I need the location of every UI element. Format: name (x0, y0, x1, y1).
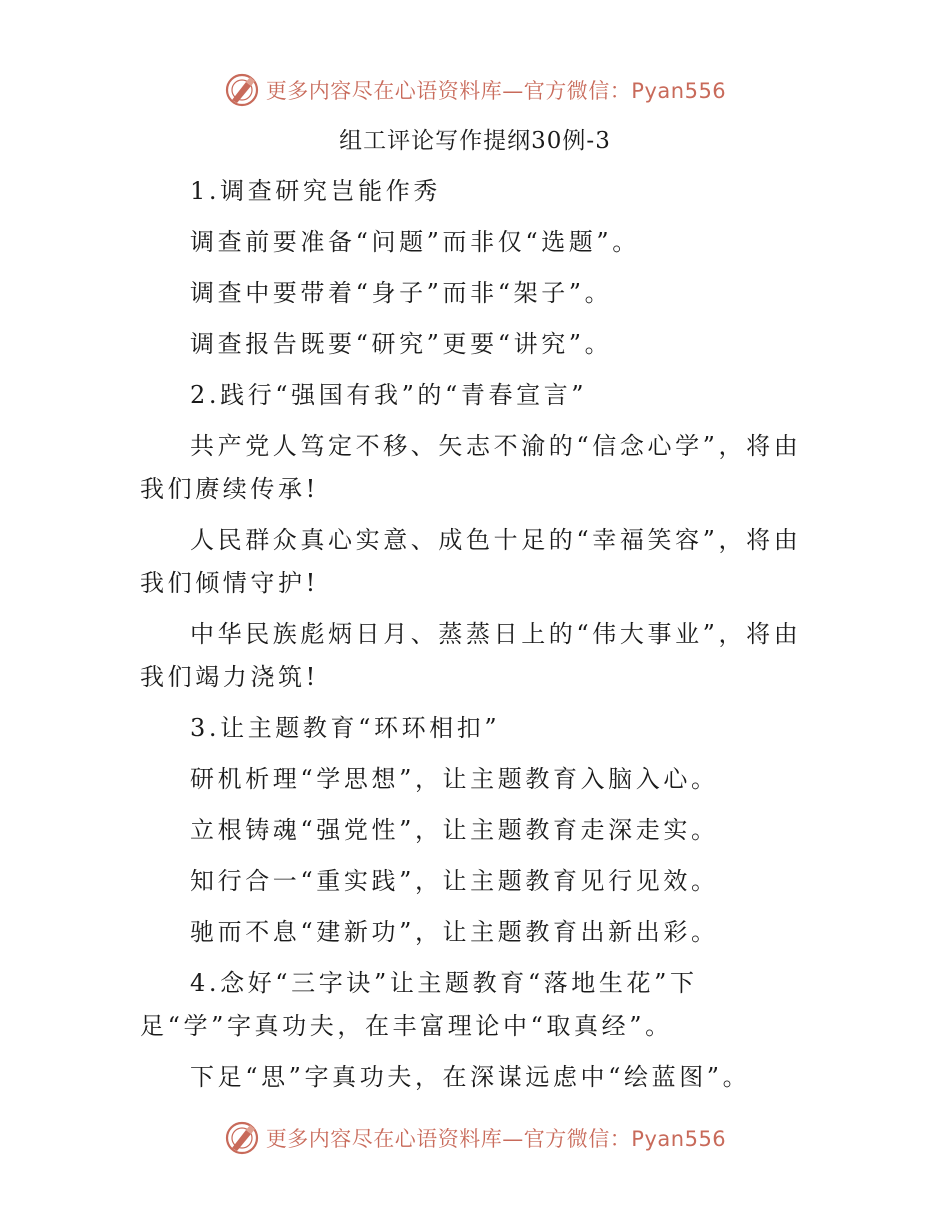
pen-logo-icon (224, 1120, 260, 1156)
pen-logo-icon (224, 72, 260, 108)
paragraph: 知行合一“重实践”，让主题教育见行见效。 (190, 867, 719, 895)
paragraph: 人民群众真心实意、成色十足的“幸福笑容”，将由我们倾情守护! (140, 526, 802, 597)
heading-4: 4.念好“三字诀”让主题教育“落地生花”下足“学”字真功夫，在丰富理论中“取真经”。 (140, 969, 698, 1040)
paragraph: 调查报告既要“研究”更要“讲究”。 (190, 330, 613, 358)
footer-watermark (0, 1118, 950, 1158)
header-watermark (0, 70, 950, 110)
paragraph: 调查前要准备“问题”而非仅“选题”。 (190, 228, 640, 256)
watermark-text: 更多内容尽在心语资料库—官方微信：Pyan556 (265, 1127, 727, 1151)
document-body (140, 170, 812, 1107)
paragraph: 研机析理“学思想”，让主题教育入脑入心。 (190, 765, 719, 793)
heading-2: 2.践行“强国有我”的“青春宣言” (190, 381, 588, 409)
document-title: 组工评论写作提纲30例-3 (339, 128, 611, 154)
paragraph: 共产党人笃定不移、矢志不渝的“信念心学”，将由我们赓续传承! (140, 432, 802, 503)
heading-3: 3.让主题教育“环环相扣” (190, 714, 501, 742)
paragraph: 驰而不息“建新功”，让主题教育出新出彩。 (190, 918, 719, 946)
paragraph: 下足“思”字真功夫，在深谋远虑中“绘蓝图”。 (190, 1063, 751, 1091)
paragraph: 调查中要带着“身子”而非“架子”。 (190, 279, 613, 307)
paragraph: 立根铸魂“强党性”，让主题教育走深走实。 (190, 816, 719, 844)
paragraph: 中华民族彪炳日月、蒸蒸日上的“伟大事业”，将由我们竭力浇筑! (140, 620, 802, 691)
heading-1: 1.调查研究岂能作秀 (190, 177, 441, 205)
watermark-text: 更多内容尽在心语资料库—官方微信：Pyan556 (265, 79, 727, 103)
